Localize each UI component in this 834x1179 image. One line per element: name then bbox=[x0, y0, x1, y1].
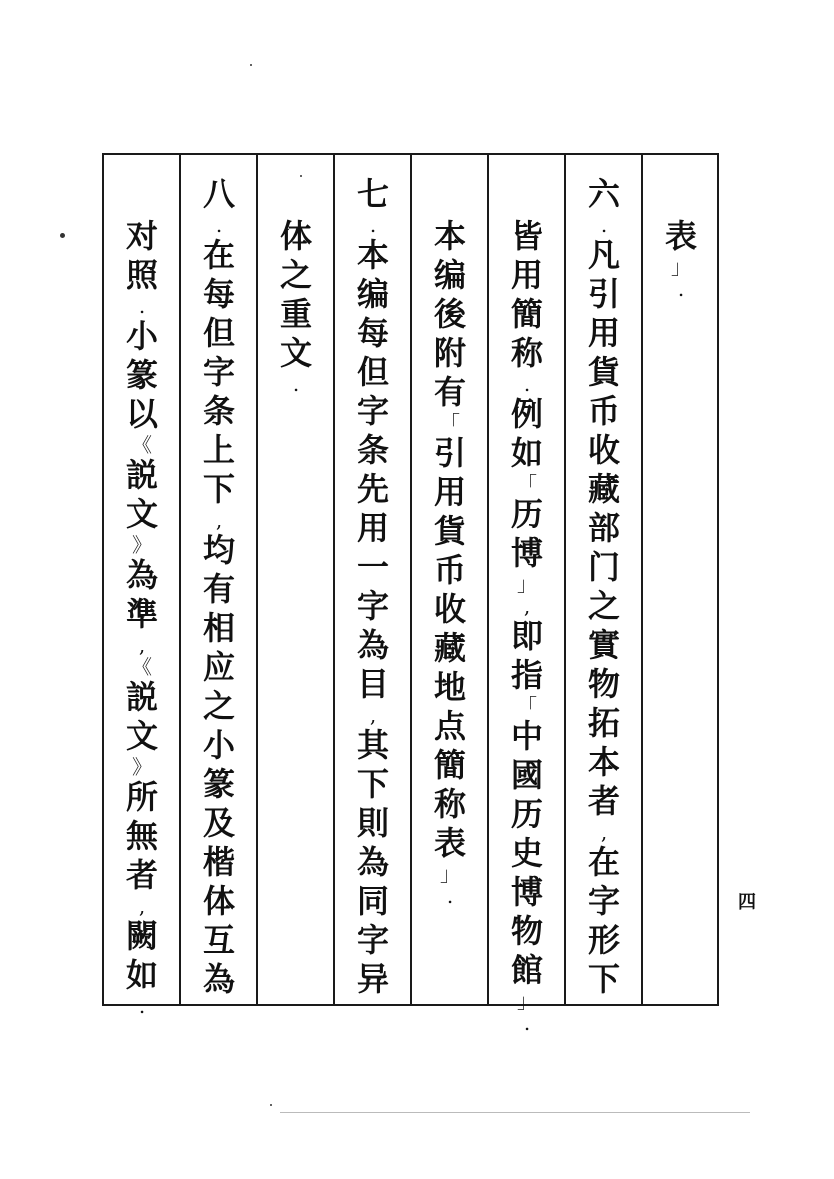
glyph: . bbox=[138, 294, 146, 318]
glyph: . bbox=[215, 213, 223, 237]
glyph: 説 bbox=[125, 456, 158, 494]
glyph: 用 bbox=[510, 256, 543, 294]
glyph: 对 bbox=[125, 217, 158, 255]
glyph: 》 bbox=[132, 533, 152, 557]
glyph: 物 bbox=[510, 912, 543, 950]
column-text bbox=[507, 217, 547, 1034]
glyph: . bbox=[138, 994, 146, 1018]
column-rule bbox=[564, 155, 566, 1004]
glyph: 字 bbox=[356, 587, 389, 625]
column-rule bbox=[256, 155, 258, 1004]
glyph: 每 bbox=[356, 314, 389, 352]
scan-speck bbox=[250, 64, 252, 66]
glyph: 币 bbox=[433, 551, 466, 589]
scan-speck bbox=[300, 175, 302, 177]
glyph: 後 bbox=[433, 295, 466, 333]
glyph: 字 bbox=[356, 921, 389, 959]
glyph: 所 bbox=[125, 778, 158, 816]
glyph: 》 bbox=[132, 755, 152, 779]
glyph: 下 bbox=[202, 470, 235, 508]
glyph: 如 bbox=[510, 434, 543, 472]
glyph: 之 bbox=[587, 587, 620, 625]
glyph: 皆 bbox=[510, 217, 543, 255]
text-column bbox=[573, 175, 635, 999]
glyph: 貨 bbox=[433, 512, 466, 550]
glyph: 者 bbox=[587, 782, 620, 820]
glyph: 為 bbox=[356, 626, 389, 664]
glyph: 编 bbox=[433, 256, 466, 294]
glyph: 用 bbox=[356, 509, 389, 547]
glyph: 字 bbox=[202, 353, 235, 391]
glyph: 拓 bbox=[587, 704, 620, 742]
glyph: 為 bbox=[356, 843, 389, 881]
glyph: 」 bbox=[671, 255, 691, 279]
glyph: 重 bbox=[279, 295, 312, 333]
glyph: , bbox=[600, 820, 608, 844]
column-text bbox=[353, 175, 393, 999]
glyph: 藏 bbox=[433, 629, 466, 667]
glyph: 引 bbox=[433, 434, 466, 472]
glyph: 有 bbox=[433, 373, 466, 411]
glyph: 楷 bbox=[202, 843, 235, 881]
glyph: 小 bbox=[202, 726, 235, 764]
scan-artifact-line bbox=[280, 1112, 750, 1113]
glyph: 条 bbox=[202, 392, 235, 430]
glyph: 為 bbox=[125, 556, 158, 594]
scan-speck bbox=[60, 233, 65, 238]
column-rule bbox=[641, 155, 643, 1004]
glyph: 但 bbox=[356, 353, 389, 391]
glyph: 者 bbox=[125, 856, 158, 894]
glyph: 「 bbox=[517, 694, 537, 718]
glyph: 字 bbox=[587, 882, 620, 920]
page-number: 四 bbox=[738, 892, 756, 913]
glyph: 编 bbox=[356, 275, 389, 313]
glyph: 其 bbox=[356, 726, 389, 764]
glyph: 称 bbox=[510, 334, 543, 372]
glyph: 一 bbox=[356, 548, 389, 586]
glyph: 準 bbox=[125, 595, 158, 633]
glyph: 本 bbox=[356, 236, 389, 274]
glyph: 「 bbox=[440, 411, 460, 435]
glyph: 下 bbox=[356, 765, 389, 803]
glyph: . bbox=[369, 213, 377, 237]
glyph: 博 bbox=[510, 873, 543, 911]
glyph: 之 bbox=[202, 687, 235, 725]
glyph: , bbox=[215, 508, 223, 532]
glyph: , bbox=[369, 703, 377, 727]
glyph: 本 bbox=[587, 743, 620, 781]
glyph: 小 bbox=[125, 317, 158, 355]
text-column bbox=[342, 175, 404, 999]
glyph: 体 bbox=[202, 882, 235, 920]
glyph: 收 bbox=[587, 431, 620, 469]
glyph: 在 bbox=[202, 236, 235, 274]
glyph: 互 bbox=[202, 921, 235, 959]
glyph: 闕 bbox=[125, 917, 158, 955]
column-rule bbox=[487, 155, 489, 1004]
glyph: 形 bbox=[587, 921, 620, 959]
glyph: 之 bbox=[279, 256, 312, 294]
glyph: 以 bbox=[125, 395, 158, 433]
glyph: 館 bbox=[510, 951, 543, 989]
glyph: , bbox=[138, 633, 146, 657]
glyph: 相 bbox=[202, 609, 235, 647]
glyph: 六 bbox=[587, 175, 620, 213]
glyph: 國 bbox=[510, 756, 543, 794]
glyph: 有 bbox=[202, 570, 235, 608]
column-text bbox=[122, 217, 162, 1017]
column-text bbox=[199, 175, 239, 999]
glyph: 簡 bbox=[510, 295, 543, 333]
glyph: 説 bbox=[125, 678, 158, 716]
glyph: 币 bbox=[587, 392, 620, 430]
glyph: 及 bbox=[202, 804, 235, 842]
glyph: 条 bbox=[356, 431, 389, 469]
glyph: 部 bbox=[587, 509, 620, 547]
glyph: 体 bbox=[279, 217, 312, 255]
glyph: 先 bbox=[356, 470, 389, 508]
glyph: 目 bbox=[356, 665, 389, 703]
glyph: 文 bbox=[125, 717, 158, 755]
glyph: . bbox=[523, 1011, 531, 1035]
glyph: 」 bbox=[517, 572, 537, 596]
glyph: 附 bbox=[433, 334, 466, 372]
glyph: 在 bbox=[587, 843, 620, 881]
column-text bbox=[276, 217, 316, 395]
glyph: 博 bbox=[510, 534, 543, 572]
glyph: 則 bbox=[356, 804, 389, 842]
text-column bbox=[188, 175, 250, 999]
glyph: , bbox=[138, 894, 146, 918]
glyph: 文 bbox=[125, 495, 158, 533]
glyph: 历 bbox=[510, 495, 543, 533]
glyph: 《 bbox=[132, 433, 152, 457]
glyph: . bbox=[600, 213, 608, 237]
text-column bbox=[111, 217, 173, 1017]
column-rule bbox=[410, 155, 412, 1004]
glyph: 凡 bbox=[587, 236, 620, 274]
glyph: 」 bbox=[517, 989, 537, 1013]
glyph: 篆 bbox=[125, 356, 158, 394]
column-text bbox=[584, 175, 624, 999]
glyph: 文 bbox=[279, 334, 312, 372]
glyph: 用 bbox=[433, 473, 466, 511]
text-column bbox=[496, 217, 558, 1034]
glyph: 表 bbox=[433, 824, 466, 862]
glyph: 下 bbox=[587, 960, 620, 998]
glyph: 簡 bbox=[433, 746, 466, 784]
glyph: 称 bbox=[433, 785, 466, 823]
glyph: 用 bbox=[587, 314, 620, 352]
glyph: 表 bbox=[664, 217, 697, 255]
glyph: 史 bbox=[510, 834, 543, 872]
glyph: 照 bbox=[125, 256, 158, 294]
glyph: 七 bbox=[356, 175, 389, 213]
glyph: 如 bbox=[125, 956, 158, 994]
glyph: 即 bbox=[510, 617, 543, 655]
column-rule bbox=[333, 155, 335, 1004]
glyph: 例 bbox=[510, 395, 543, 433]
glyph: 篆 bbox=[202, 765, 235, 803]
glyph: . bbox=[523, 372, 531, 396]
glyph: 藏 bbox=[587, 470, 620, 508]
glyph: . bbox=[446, 884, 454, 908]
column-rule bbox=[179, 155, 181, 1004]
glyph: 应 bbox=[202, 648, 235, 686]
glyph: 但 bbox=[202, 314, 235, 352]
glyph: 点 bbox=[433, 707, 466, 745]
glyph: 無 bbox=[125, 817, 158, 855]
glyph: 物 bbox=[587, 665, 620, 703]
glyph: 收 bbox=[433, 590, 466, 628]
glyph: 」 bbox=[440, 862, 460, 886]
glyph: 指 bbox=[510, 656, 543, 694]
glyph: 上 bbox=[202, 431, 235, 469]
text-column bbox=[419, 217, 481, 907]
scan-speck bbox=[270, 1104, 272, 1106]
glyph: 本 bbox=[433, 217, 466, 255]
glyph: 异 bbox=[356, 960, 389, 998]
glyph: 引 bbox=[587, 275, 620, 313]
text-column bbox=[650, 217, 712, 300]
glyph: 同 bbox=[356, 882, 389, 920]
glyph: 八 bbox=[202, 175, 235, 213]
glyph: 均 bbox=[202, 531, 235, 569]
glyph: 為 bbox=[202, 960, 235, 998]
glyph: 每 bbox=[202, 275, 235, 313]
glyph: . bbox=[292, 372, 300, 396]
text-column bbox=[265, 217, 327, 395]
glyph: . bbox=[677, 277, 685, 301]
glyph: 历 bbox=[510, 795, 543, 833]
glyph: 地 bbox=[433, 668, 466, 706]
glyph: 實 bbox=[587, 626, 620, 664]
column-text bbox=[661, 217, 701, 300]
ruled-frame bbox=[102, 153, 719, 1035]
glyph: 门 bbox=[587, 548, 620, 586]
glyph: , bbox=[523, 594, 531, 618]
glyph: 中 bbox=[510, 717, 543, 755]
glyph: 貨 bbox=[587, 353, 620, 391]
column-text bbox=[430, 217, 470, 907]
glyph: 《 bbox=[132, 655, 152, 679]
glyph: 「 bbox=[517, 472, 537, 496]
glyph: 字 bbox=[356, 392, 389, 430]
